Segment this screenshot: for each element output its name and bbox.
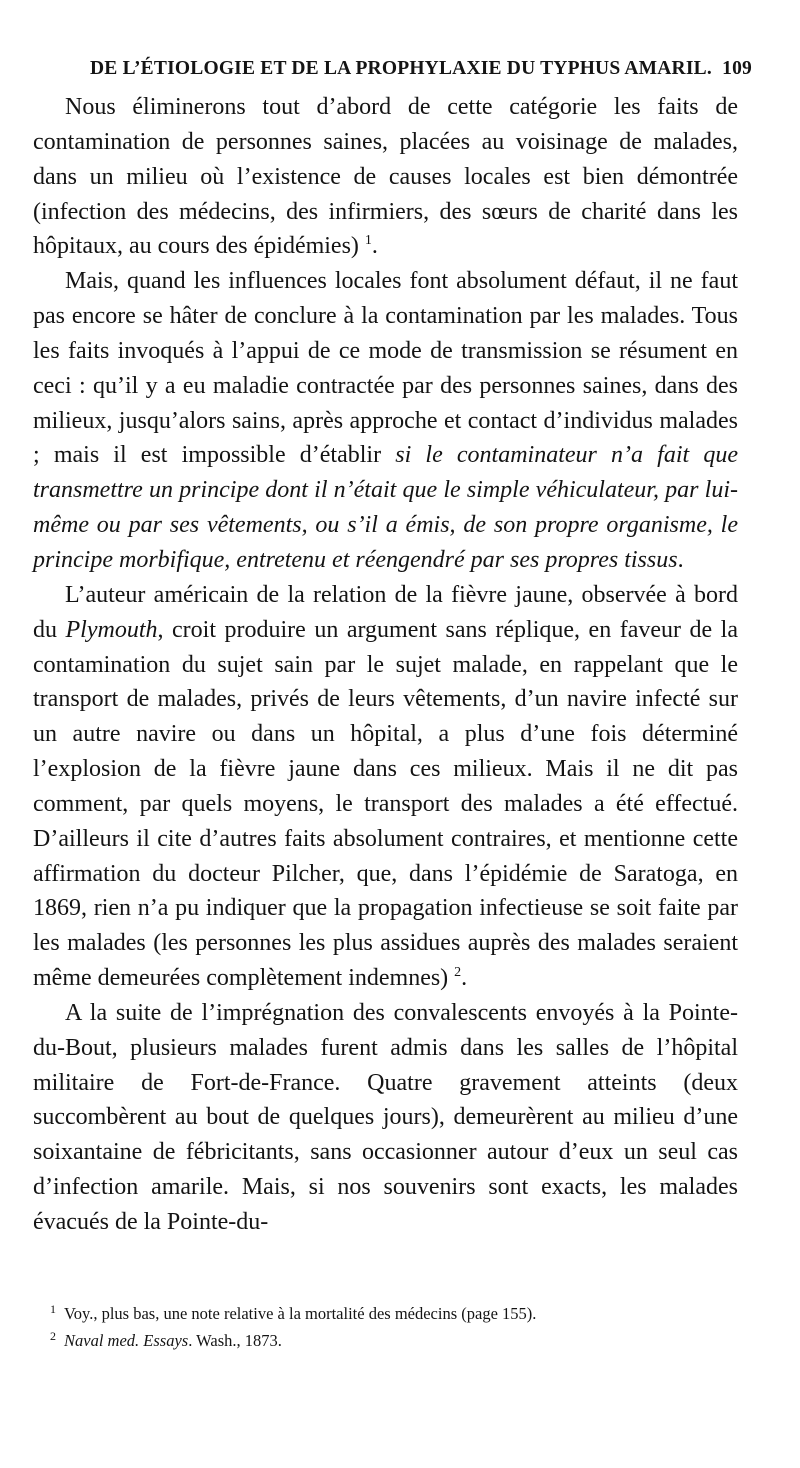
text-run: . (371, 233, 378, 260)
text-run: . (461, 965, 468, 992)
text-run: Nous éliminerons tout d’abord de cette catégorie les faits de contamination de personnes saines, placées au voisinage de malades, dans un milieu où l’existence de causes locales est bien démontrée (infection des médecins, des infirmiers, des sœurs de charité dans les hôpitaux, au cours des épidémies) (33, 94, 738, 260)
footnote (50, 1327, 740, 1354)
text-run: L’auteur américain de la relation de la fièvre jaune, observée à bord du (33, 581, 738, 643)
paragraph (33, 264, 738, 578)
text-run: Mais, quand les influences locales font absolument défaut, il ne faut pas encore se hâter de conclure à la contamination par les malades. Tous les faits invoqués à l’appui de ce mode de transmission se résument en ceci : qu’il y a eu maladie contractée par des personnes saines, dans des milieux, jusqu’alors sains, après approche et contact d’individus malades ; mais il est impossible d’établir (33, 268, 738, 469)
running-title: DE L’ÉTIOLOGIE ET DE LA PROPHYLAXIE DU TYPHUS AMARIL. (90, 58, 712, 79)
footnotes (50, 1300, 740, 1354)
footnote-reference: 1 (364, 233, 372, 249)
paragraph (33, 578, 738, 996)
page-number: 109 (722, 58, 752, 79)
body-text (33, 90, 738, 1240)
footnote-marker: 2 (50, 1328, 56, 1343)
text-run: A la suite de l’imprégnation des convalescents envoyés à la Pointe-du-Bout, plusieurs malades furent admis dans les salles de l’hôpital militaire de Fort-de-France. Quatre gravement atteints (deux succombèrent au bout de quelques jours), demeurèrent au milieu d’une soixantaine de fébricitants, sans occasionner autour d’eux un seul cas d’infection amarile. Mais, si nos souvenirs sont exacts, les malades évacués de la Pointe-du- (33, 999, 738, 1235)
paragraph (33, 90, 738, 264)
footnote-marker: 1 (50, 1301, 56, 1316)
text-run: . (677, 546, 684, 573)
italic-text: si le contaminateur n’a fait que transmettre un principe dont il n’était que le simple véhiculateur, par lui-même ou par ses vêtements, ou s’il a émis, de son propre organisme, le principe morbifique, entretenu et réengendré par ses propres tissus (33, 442, 738, 573)
text-run: Voy., plus bas, une note relative à la mortalité des médecins (page 155). (64, 1304, 537, 1323)
footnote (50, 1300, 740, 1327)
text-run: . Wash., 1873. (188, 1331, 282, 1350)
italic-text: Plymouth (65, 616, 158, 643)
italic-text: Naval med. Essays (64, 1331, 189, 1350)
running-header (90, 58, 752, 88)
footnote-reference: 2 (454, 965, 462, 981)
paragraph (33, 996, 738, 1240)
text-run: , croit produire un argument sans réplique, en faveur de la contamination du sujet sain par le sujet malade, en rappelant que le transport de malades, privés de leurs vêtements, d’un navire infecté sur un autre navire ou dans un hôpital, a plus d’une fois déterminé l’explosion de la fièvre jaune dans ces milieux. Mais il ne dit pas comment, par quels moyens, le transport des malades a été effectué. D’ailleurs il cite d’autres faits absolument contraires, et mentionne cette affirmation du docteur Pilcher, que, dans l’épidémie de Saratoga, en 1869, rien n’a pu indiquer que la propagation infectieuse se soit faite par les malades (les personnes les plus assidues auprès des malades seraient même demeurées complètement indemnes) (33, 616, 738, 992)
